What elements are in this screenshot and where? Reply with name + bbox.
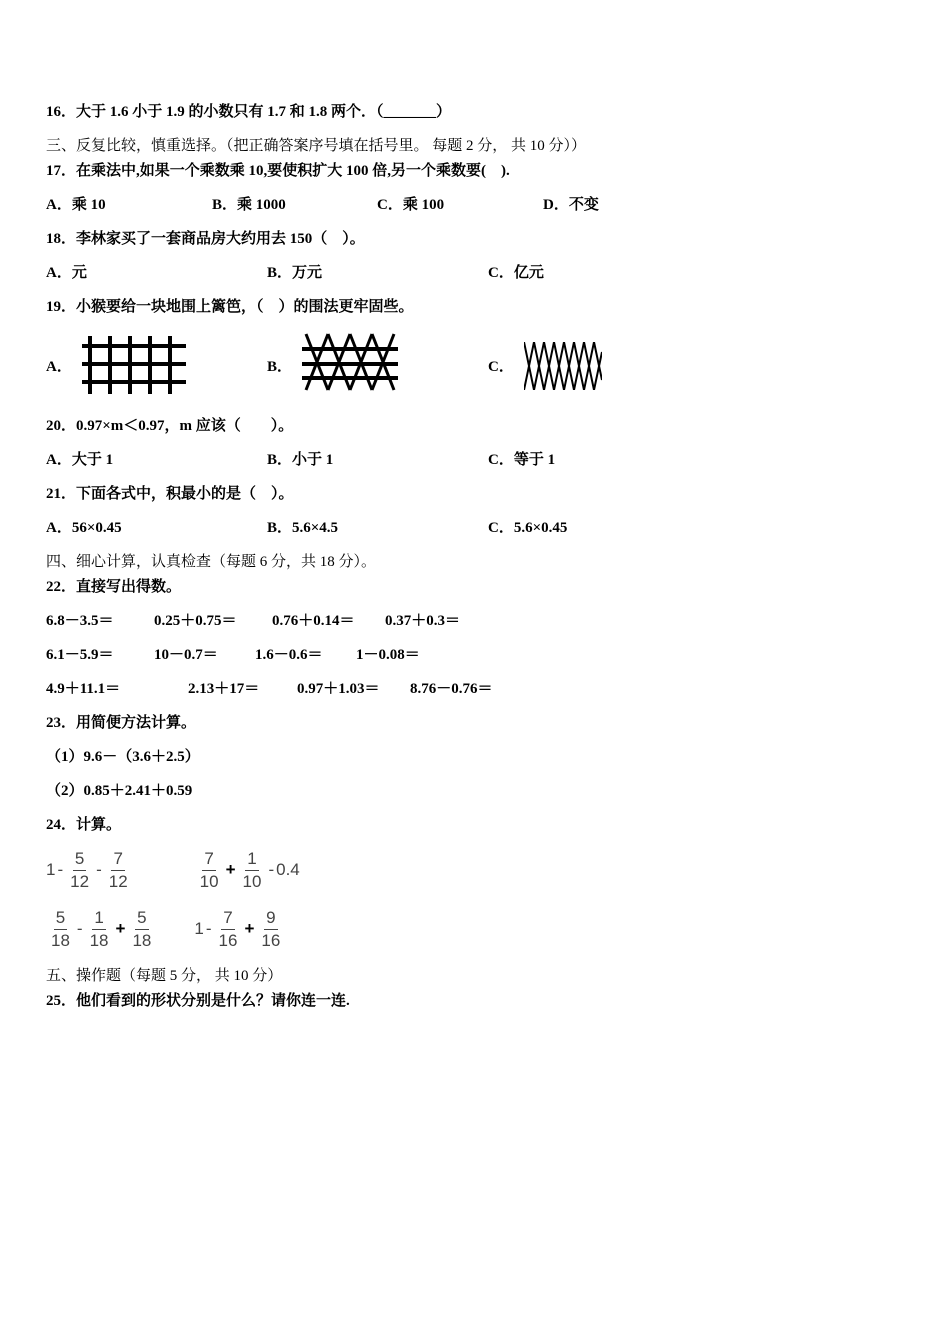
q24-row-2 bbox=[46, 904, 285, 954]
q20-option-a: A．大于 1 bbox=[46, 452, 114, 468]
numerator: 5 bbox=[135, 907, 148, 930]
denominator: 18 bbox=[89, 930, 109, 950]
q24-expr2-op1: + bbox=[225, 860, 236, 879]
q22-item: 6.8－3.5＝ bbox=[46, 613, 114, 629]
question-17-text: 17．在乘法中,如果一个乘数乘 10,要使积扩大 100 倍,另一个乘数要( ). bbox=[46, 163, 510, 179]
q19-option-c: C． bbox=[488, 359, 514, 375]
fence-grid-icon bbox=[82, 336, 186, 394]
q21-option-a: A．56×0.45 bbox=[46, 520, 122, 536]
q21-option-b: B．5.6×4.5 bbox=[267, 520, 339, 536]
q24-expr2-tail: 0.4 bbox=[276, 860, 300, 879]
question-23-stem: 23．用简便方法计算。 bbox=[46, 715, 197, 731]
question-25-stem: 25．他们看到的形状分别是什么？请你连一连. bbox=[46, 993, 350, 1009]
q22-item: 1.6－0.6＝ bbox=[255, 647, 323, 663]
fraction bbox=[241, 848, 264, 893]
denominator: 10 bbox=[242, 871, 262, 891]
q24-expr1-op1: - bbox=[57, 860, 64, 879]
q22-item: 1－0.08＝ bbox=[356, 647, 420, 663]
q22-item: 2.13＋17＝ bbox=[188, 681, 260, 697]
numerator: 1 bbox=[92, 907, 105, 930]
q18-option-c: C．亿元 bbox=[488, 265, 544, 281]
q24-expr4-lead: 1 bbox=[194, 919, 204, 938]
q22-item: 6.1－5.9＝ bbox=[46, 647, 114, 663]
numerator: 7 bbox=[202, 848, 215, 871]
q22-item: 0.76＋0.14＝ bbox=[272, 613, 355, 629]
q24-expr3-op1: - bbox=[76, 919, 83, 938]
question-20-stem: 20．0.97×m＜0.97，m 应该（ ）。 bbox=[46, 418, 294, 434]
q21-option-c: C．5.6×0.45 bbox=[488, 520, 568, 536]
q20-option-b: B．小于 1 bbox=[267, 452, 334, 468]
q22-item: 0.37＋0.3＝ bbox=[385, 613, 461, 629]
q22-item: 10－0.7＝ bbox=[154, 647, 218, 663]
q17-option-c: C．乘 100 bbox=[377, 197, 445, 213]
q18-option-a: A．元 bbox=[46, 265, 87, 281]
numerator: 7 bbox=[111, 848, 124, 871]
q24-expr4-op2: + bbox=[244, 919, 255, 938]
denominator: 12 bbox=[70, 871, 90, 891]
q24-row-1 bbox=[46, 845, 300, 895]
fraction bbox=[49, 907, 72, 952]
q19-option-a: A． bbox=[46, 359, 72, 375]
question-18-stem: 18．李林家买了一套商品房大约用去 150（ ）。 bbox=[46, 231, 365, 247]
numerator: 7 bbox=[221, 907, 234, 930]
q24-expr2-op2: - bbox=[268, 860, 275, 879]
q22-item: 0.97＋1.03＝ bbox=[297, 681, 380, 697]
denominator: 18 bbox=[51, 930, 70, 950]
numerator: 1 bbox=[245, 848, 258, 871]
section-5-heading: 五、操作题（每题 5 分， 共 10 分） bbox=[46, 968, 283, 984]
q18-option-b: B．万元 bbox=[267, 265, 323, 281]
q17-option-d: D．不变 bbox=[543, 197, 599, 213]
fence-zigzag-icon bbox=[524, 342, 602, 390]
q17-option-a: A．乘 10 bbox=[46, 197, 106, 213]
q24-expr1-lead: 1 bbox=[46, 860, 56, 879]
question-22-stem: 22．直接写出得数。 bbox=[46, 579, 182, 595]
denominator: 18 bbox=[132, 930, 152, 950]
fence-cross-icon bbox=[302, 332, 398, 392]
question-24-stem: 24．计算。 bbox=[46, 817, 122, 833]
q24-expr3-op2: + bbox=[115, 919, 126, 938]
q23-item-1: （1）9.6－（3.6＋2.5） bbox=[46, 749, 200, 765]
question-17-stem bbox=[46, 161, 510, 181]
q17-option-b: B．乘 1000 bbox=[212, 197, 286, 213]
q20-option-c: C．等于 1 bbox=[488, 452, 556, 468]
fraction bbox=[217, 907, 240, 952]
denominator: 12 bbox=[108, 871, 128, 891]
fraction bbox=[198, 848, 221, 893]
q22-item: 0.25＋0.75＝ bbox=[154, 613, 237, 629]
q24-expr4-op1: - bbox=[205, 919, 212, 938]
denominator: 16 bbox=[218, 930, 238, 950]
q23-item-2: （2）0.85＋2.41＋0.59 bbox=[46, 783, 193, 799]
section-4-heading: 四、细心计算，认真检查（每题 6 分，共 18 分）。 bbox=[46, 554, 377, 570]
question-19-stem: 19．小猴要给一块地围上篱笆，（ ）的围法更牢固些。 bbox=[46, 299, 414, 315]
fraction bbox=[88, 907, 111, 952]
fraction bbox=[68, 848, 91, 893]
numerator: 9 bbox=[264, 907, 277, 930]
numerator: 5 bbox=[54, 907, 67, 930]
denominator: 16 bbox=[261, 930, 281, 950]
section-3-heading: 三、反复比较，慎重选择。（把正确答案序号填在括号里。 每题 2 分， 共 10 分）） bbox=[46, 138, 587, 154]
q22-item: 8.76－0.76＝ bbox=[410, 681, 493, 697]
question-16: 16．大于 1.6 小于 1.9 的小数只有 1.7 和 1.8 两个．（_______） bbox=[46, 104, 452, 120]
q24-expr1-op2: - bbox=[96, 860, 102, 879]
numerator: 5 bbox=[73, 848, 86, 871]
fraction bbox=[259, 907, 282, 952]
fraction bbox=[107, 848, 130, 893]
q22-item: 4.9＋11.1＝ bbox=[46, 681, 121, 697]
denominator: 10 bbox=[199, 871, 219, 891]
fraction bbox=[130, 907, 153, 952]
q19-option-b: B． bbox=[267, 359, 293, 375]
question-21-stem: 21．下面各式中，积最小的是（ ）。 bbox=[46, 486, 294, 502]
